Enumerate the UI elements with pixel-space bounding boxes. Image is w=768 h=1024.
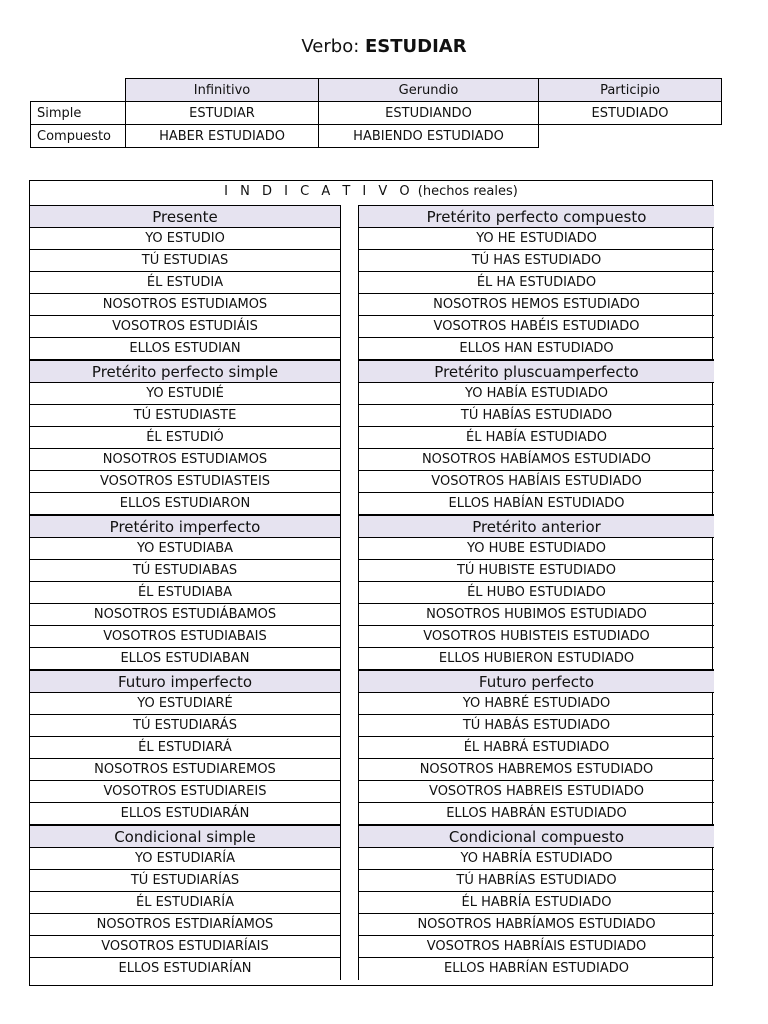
participio-simple: ESTUDIADO (539, 102, 722, 125)
conjugation-row: ÉL HABRÁ ESTUDIADO (359, 737, 714, 759)
conjugation-row: VOSOTROS ESTUDIÁIS (30, 316, 340, 338)
conjugation-row: TÚ HABRÍAS ESTUDIADO (359, 870, 714, 892)
indicativo-subtitle: (hechos reales) (417, 184, 518, 199)
conjugation-row: ÉL ESTUDIABA (30, 582, 340, 604)
tense-preterito-anterior (359, 515, 714, 670)
conjugation-row: ÉL ESTUDIÓ (30, 427, 340, 449)
conjugation-row: ELLOS HABRÁN ESTUDIADO (359, 803, 714, 825)
conjugation-row: VOSOTROS ESTUDIASTEIS (30, 471, 340, 493)
conjugation-row: VOSOTROS HUBISTEIS ESTUDIADO (359, 626, 714, 648)
conjugation-row: NOSOTROS ESTUDIAMOS (30, 294, 340, 316)
tense-heading: Condicional compuesto (359, 826, 714, 848)
row-label-simple: Simple (31, 102, 126, 125)
conjugation-row: NOSOTROS ESTUDIÁBAMOS (30, 604, 340, 626)
title-prefix: Verbo: (301, 36, 360, 57)
conjugation-row: YO ESTUDIARÉ (30, 693, 340, 715)
conjugation-row: ELLOS ESTUDIARON (30, 493, 340, 515)
conjugation-row: YO ESTUDIÉ (30, 383, 340, 405)
tense-preterito-imperfecto (30, 515, 340, 670)
tense-heading: Pretérito perfecto simple (30, 361, 340, 383)
conjugation-row: YO HABRÍA ESTUDIADO (359, 848, 714, 870)
conjugation-row: NOSOTROS ESTDIARÍAMOS (30, 914, 340, 936)
conjugation-row: ÉL HA ESTUDIADO (359, 272, 714, 294)
conjugation-row: VOSOTROS HABRÍAIS ESTUDIADO (359, 936, 714, 958)
tense-heading: Pretérito perfecto compuesto (359, 206, 714, 228)
header-infinitivo: Infinitivo (126, 79, 319, 102)
conjugation-row: ELLOS HABRÍAN ESTUDIADO (444, 961, 629, 976)
row-label-compuesto: Compuesto (31, 125, 126, 148)
conjugation-row: VOSOTROS HABÉIS ESTUDIADO (359, 316, 714, 338)
conjugation-row: ÉL ESTUDIARÍA (30, 892, 340, 914)
tense-futuro-imperfecto (30, 670, 340, 825)
conjugation-row: TÚ HUBISTE ESTUDIADO (359, 560, 714, 582)
conjugation-row: ELLOS ESTUDIAN (30, 338, 340, 360)
conjugation-row: NOSOTROS HABRÍAMOS ESTUDIADO (359, 914, 714, 936)
tense-heading: Condicional simple (30, 826, 340, 848)
conjugation-row: ÉL ESTUDIA (30, 272, 340, 294)
right-tense-column (358, 205, 714, 980)
forms-header-row (31, 79, 722, 102)
conjugation-row: TÚ ESTUDIARÁS (30, 715, 340, 737)
tense-condicional-simple (30, 825, 340, 980)
conjugation-row: TÚ ESTUDIAS (30, 250, 340, 272)
tense-heading: Futuro perfecto (359, 671, 714, 693)
conjugation-row: YO HABÍA ESTUDIADO (359, 383, 714, 405)
conjugation-row: YO HE ESTUDIADO (359, 228, 714, 250)
infinitivo-compuesto: HABER ESTUDIADO (126, 125, 319, 148)
conjugation-row: NOSOTROS HABÍAMOS ESTUDIADO (359, 449, 714, 471)
indicativo-heading (30, 181, 712, 205)
infinitivo-simple: ESTUDIAR (126, 102, 319, 125)
conjugation-row: YO ESTUDIABA (30, 538, 340, 560)
conjugation-row: VOSOTROS ESTUDIAREIS (30, 781, 340, 803)
tense-preterito-perfecto-compuesto (359, 205, 714, 360)
conjugation-row: NOSOTROS HUBIMOS ESTUDIADO (359, 604, 714, 626)
forms-corner-cell (31, 79, 126, 102)
header-participio: Participio (539, 79, 722, 102)
conjugation-row: ELLOS ESTUDIARÍAN (118, 961, 252, 976)
indicativo-section (29, 180, 713, 986)
tense-heading: Futuro imperfecto (30, 671, 340, 693)
conjugation-row: YO ESTUDIARÍA (30, 848, 340, 870)
conjugation-row: TÚ HAS ESTUDIADO (359, 250, 714, 272)
tense-presente (30, 205, 340, 360)
conjugation-row: ELLOS ESTUDIABAN (30, 648, 340, 670)
tense-heading: Presente (30, 206, 340, 228)
conjugation-row: ÉL HUBO ESTUDIADO (359, 582, 714, 604)
header-gerundio: Gerundio (319, 79, 539, 102)
tense-futuro-perfecto (359, 670, 714, 825)
conjugation-row: TÚ HABÁS ESTUDIADO (359, 715, 714, 737)
conjugation-row: ÉL HABRÍA ESTUDIADO (359, 892, 714, 914)
conjugation-row: NOSOTROS ESTUDIAREMOS (30, 759, 340, 781)
conjugation-row: NOSOTROS HEMOS ESTUDIADO (359, 294, 714, 316)
page-title (0, 36, 768, 57)
conjugation-row: ELLOS HAN ESTUDIADO (359, 338, 714, 360)
tense-heading: Pretérito imperfecto (30, 516, 340, 538)
conjugation-row: TÚ ESTUDIASTE (30, 405, 340, 427)
verb-forms-table (30, 78, 722, 148)
conjugation-row: ELLOS HABÍAN ESTUDIADO (359, 493, 714, 515)
conjugation-row: ÉL ESTUDIARÁ (30, 737, 340, 759)
conjugation-row: TÚ ESTUDIARÍAS (30, 870, 340, 892)
conjugation-row: TÚ ESTUDIABAS (30, 560, 340, 582)
conjugation-row: ÉL HABÍA ESTUDIADO (359, 427, 714, 449)
forms-row-simple (31, 102, 722, 125)
conjugation-row: NOSOTROS HABREMOS ESTUDIADO (359, 759, 714, 781)
tense-heading: Pretérito anterior (359, 516, 714, 538)
tense-condicional-compuesto (359, 825, 714, 980)
title-verb: ESTUDIAR (365, 36, 467, 57)
conjugation-row: YO HUBE ESTUDIADO (359, 538, 714, 560)
conjugation-row: VOSOTROS ESTUDIARÍAIS (30, 936, 340, 958)
left-tense-column (30, 205, 341, 980)
conjugation-row: ELLOS ESTUDIARÁN (30, 803, 340, 825)
tense-preterito-perfecto-simple (30, 360, 340, 515)
conjugation-row: VOSOTROS ESTUDIABAIS (30, 626, 340, 648)
forms-row-compuesto (31, 125, 722, 148)
indicativo-title: I N D I C A T I V O (224, 184, 414, 199)
conjugation-row: VOSOTROS HABREIS ESTUDIADO (359, 781, 714, 803)
tense-heading: Pretérito pluscuamperfecto (359, 361, 714, 383)
conjugation-row: YO HABRÉ ESTUDIADO (359, 693, 714, 715)
gerundio-compuesto: HABIENDO ESTUDIADO (319, 125, 539, 148)
conjugation-row: ELLOS HUBIERON ESTUDIADO (359, 648, 714, 670)
conjugation-row: TÚ HABÍAS ESTUDIADO (359, 405, 714, 427)
participio-compuesto-empty (539, 125, 722, 148)
gerundio-simple: ESTUDIANDO (319, 102, 539, 125)
conjugation-row: YO ESTUDIO (30, 228, 340, 250)
conjugation-row: VOSOTROS HABÍAIS ESTUDIADO (359, 471, 714, 493)
tense-preterito-pluscuamperfecto (359, 360, 714, 515)
conjugation-row: NOSOTROS ESTUDIAMOS (30, 449, 340, 471)
